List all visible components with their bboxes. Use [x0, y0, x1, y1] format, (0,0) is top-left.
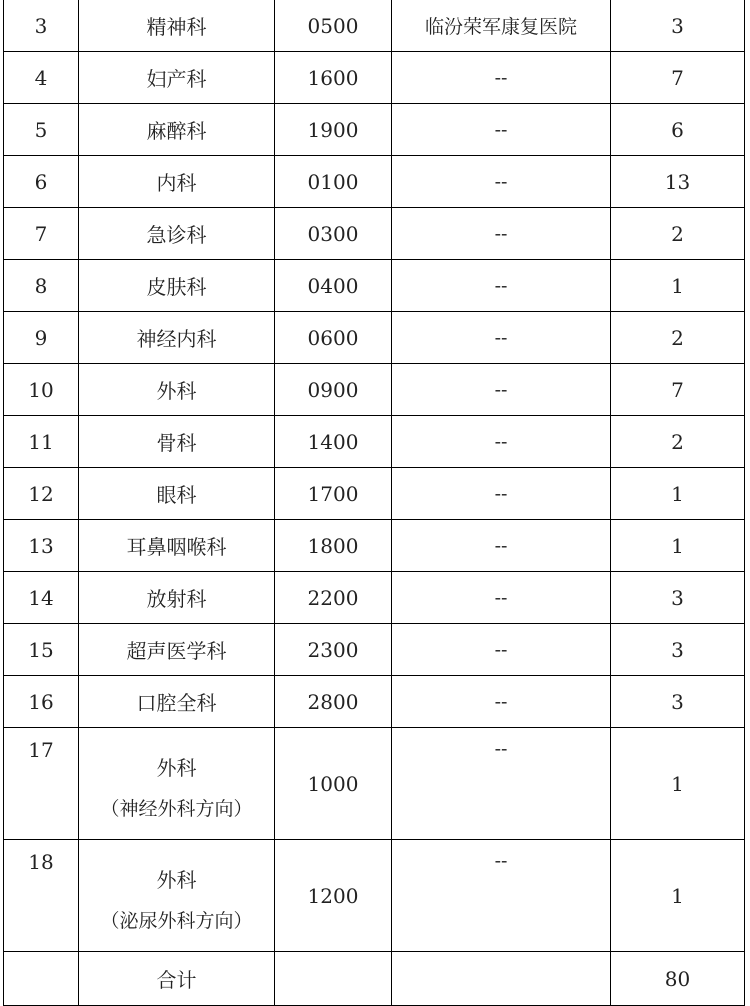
table-row: [4, 624, 745, 676]
department-code: 1600: [275, 52, 392, 104]
total-count: 80: [611, 952, 745, 1006]
table-row: [4, 840, 745, 952]
department-code: 2800: [275, 676, 392, 728]
hospital-name: --: [392, 312, 611, 364]
total-empty-cell: [275, 952, 392, 1006]
row-number: 6: [4, 156, 79, 208]
row-number: 17: [4, 728, 79, 840]
table-row: [4, 156, 745, 208]
quota-count: 3: [611, 624, 745, 676]
total-row: [4, 952, 745, 1006]
total-label: 合计: [79, 952, 275, 1006]
total-empty-cell: [4, 952, 79, 1006]
department-direction: （泌尿外科方向）: [100, 909, 253, 932]
hospital-name: --: [392, 520, 611, 572]
row-number: 5: [4, 104, 79, 156]
department-code: 0100: [275, 156, 392, 208]
department-name: 眼科: [79, 468, 275, 520]
row-number: 12: [4, 468, 79, 520]
row-number: 16: [4, 676, 79, 728]
hospital-name: --: [392, 728, 611, 840]
department-name: 麻醉科: [79, 104, 275, 156]
row-number: 13: [4, 520, 79, 572]
table-row: [4, 312, 745, 364]
row-number: 14: [4, 572, 79, 624]
department-code: 1900: [275, 104, 392, 156]
row-number: 11: [4, 416, 79, 468]
table-row: [4, 52, 745, 104]
table-body: [4, 0, 745, 1006]
table-row: [4, 468, 745, 520]
hospital-name: --: [392, 364, 611, 416]
department-name: 耳鼻咽喉科: [79, 520, 275, 572]
row-number: 4: [4, 52, 79, 104]
department-name: 口腔全科: [79, 676, 275, 728]
quota-count: 13: [611, 156, 745, 208]
quota-count: 6: [611, 104, 745, 156]
quota-count: 1: [611, 468, 745, 520]
department-name: 妇产科: [79, 52, 275, 104]
hospital-name: --: [392, 208, 611, 260]
row-number: 3: [4, 0, 79, 52]
department-name: 神经内科: [79, 312, 275, 364]
hospital-name: --: [392, 416, 611, 468]
quota-count: 2: [611, 416, 745, 468]
table-row: [4, 104, 745, 156]
department-code: 1800: [275, 520, 392, 572]
department-code: 0300: [275, 208, 392, 260]
quota-count: 7: [611, 52, 745, 104]
department-name: 内科: [79, 156, 275, 208]
department-code: 0600: [275, 312, 392, 364]
quota-count: 3: [611, 572, 745, 624]
table-row: [4, 364, 745, 416]
table-row: [4, 208, 745, 260]
department-name: 外科: [156, 867, 197, 892]
row-number: 18: [4, 840, 79, 952]
department-name: 外科: [79, 364, 275, 416]
department-code: 1400: [275, 416, 392, 468]
department-code: 2200: [275, 572, 392, 624]
department-name: 放射科: [79, 572, 275, 624]
table-row: [4, 416, 745, 468]
quota-count: 7: [611, 364, 745, 416]
hospital-name: --: [392, 624, 611, 676]
department-code: 0900: [275, 364, 392, 416]
quota-count: 2: [611, 208, 745, 260]
hospital-name: --: [392, 104, 611, 156]
row-number: 9: [4, 312, 79, 364]
department-code: 2300: [275, 624, 392, 676]
quota-count: 1: [611, 260, 745, 312]
department-cell: [79, 840, 275, 952]
department-code: 1700: [275, 468, 392, 520]
department-cell: [79, 728, 275, 840]
hospital-name: --: [392, 676, 611, 728]
row-number: 10: [4, 364, 79, 416]
department-code: 1000: [275, 728, 392, 840]
hospital-name: --: [392, 572, 611, 624]
department-direction: （神经外科方向）: [100, 797, 253, 820]
hospital-name: --: [392, 840, 611, 952]
hospital-name: --: [392, 156, 611, 208]
department-name: 骨科: [79, 416, 275, 468]
table-row: [4, 572, 745, 624]
hospital-name: --: [392, 260, 611, 312]
row-number: 15: [4, 624, 79, 676]
quota-count: 1: [611, 840, 745, 952]
hospital-name: --: [392, 468, 611, 520]
quota-count: 1: [611, 520, 745, 572]
department-name: 超声医学科: [79, 624, 275, 676]
table-row: [4, 520, 745, 572]
department-code: 0500: [275, 0, 392, 52]
row-number: 8: [4, 260, 79, 312]
department-name: 皮肤科: [79, 260, 275, 312]
total-empty-cell: [392, 952, 611, 1006]
table-row: [4, 260, 745, 312]
department-name: 精神科: [79, 0, 275, 52]
department-name: 外科: [156, 755, 197, 780]
department-code: 1200: [275, 840, 392, 952]
hospital-name: 临汾荣军康复医院: [392, 0, 611, 52]
row-number: 7: [4, 208, 79, 260]
quota-count: 3: [611, 0, 745, 52]
quota-count: 2: [611, 312, 745, 364]
quota-count: 3: [611, 676, 745, 728]
quota-count: 1: [611, 728, 745, 840]
table-row: [4, 728, 745, 840]
table-row: [4, 676, 745, 728]
department-code: 0400: [275, 260, 392, 312]
hospital-name: --: [392, 52, 611, 104]
department-name: 急诊科: [79, 208, 275, 260]
department-quota-table: [3, 0, 745, 1006]
table-row: [4, 0, 745, 52]
